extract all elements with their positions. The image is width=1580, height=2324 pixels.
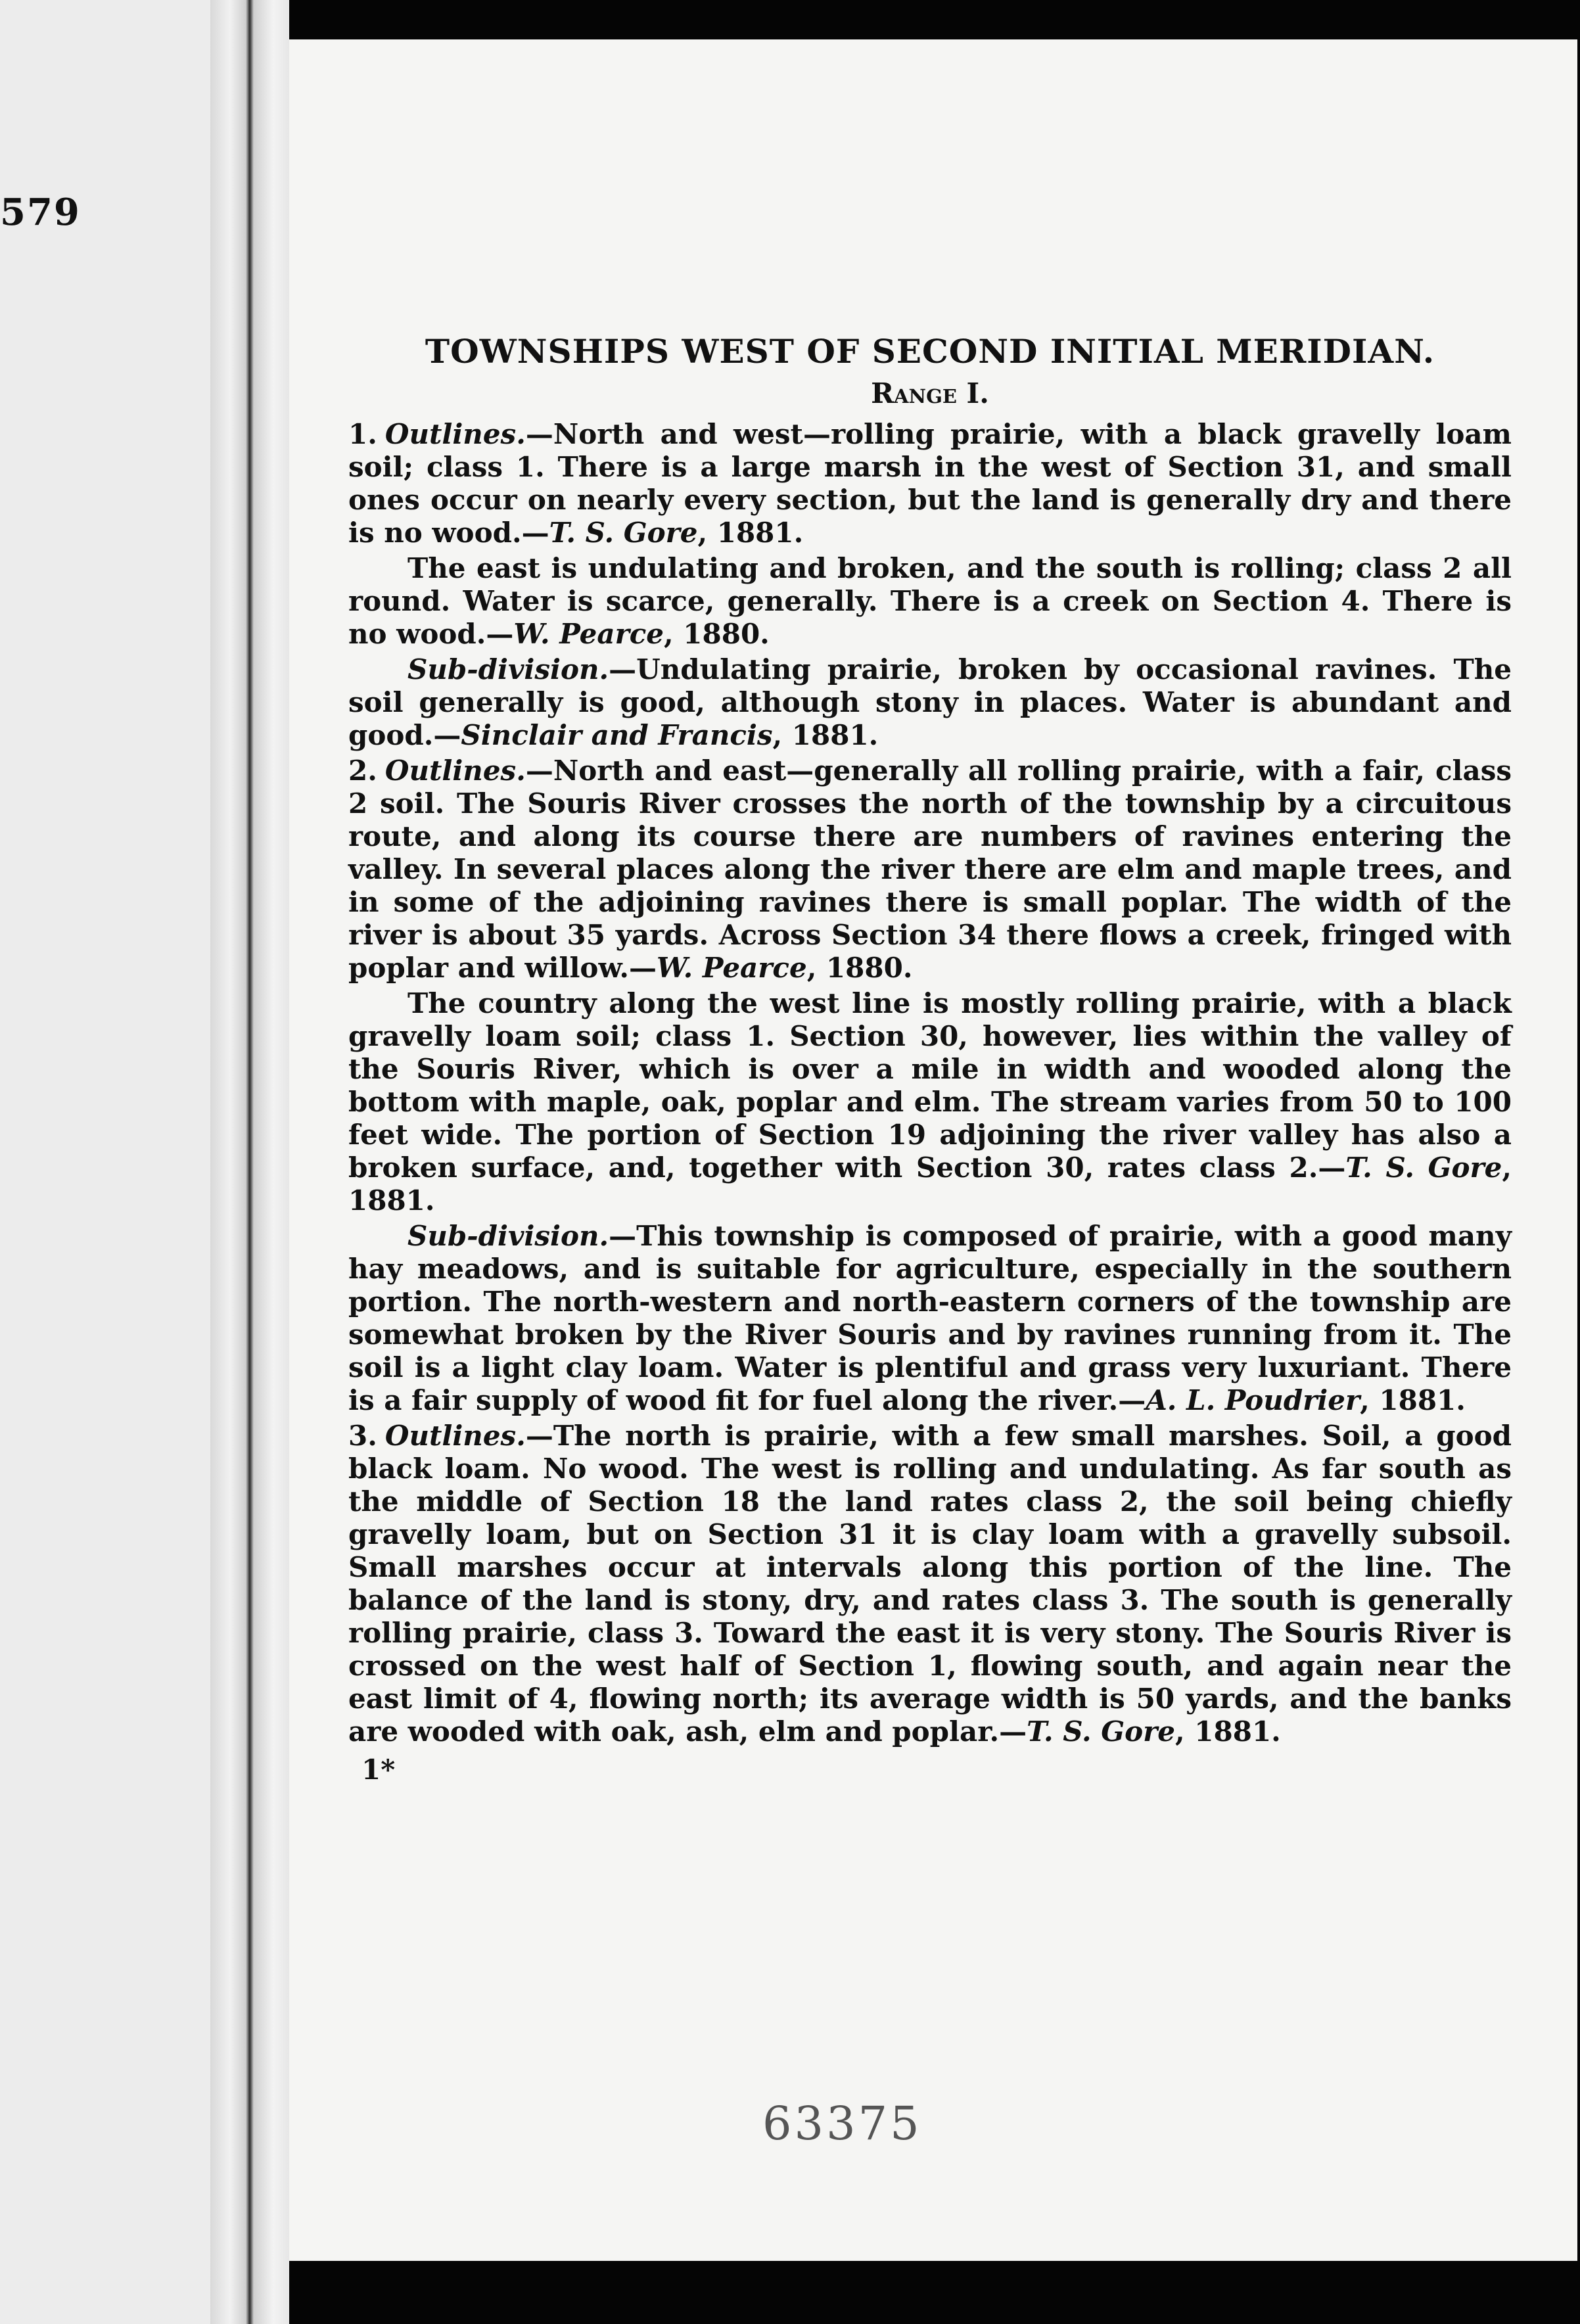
author: T. S. Gore — [549, 517, 698, 549]
paragraph-4 — [348, 755, 1512, 985]
paragraph-text: The country along the west line is mostly rolling prairie, with a black gravelly loam soil; class 1. Section 30, however, lies within the valley of the Souris River, which is over a mile in width and wooded along the bottom with maple, oak, poplar and elm. The stream varies from 50 to 100 feet wide. The portion of Section 19 adjoining the river valley has also a broken surface, and, together with Section 30, rates class 2.— — [348, 987, 1512, 1184]
paragraph-text: —This township is composed of prairie, with a good many hay meadows, and is suitable for agriculture, especially in the southern portion. The north-western and north-eastern corners of the township are somewhat broken by the River Souris and by ravines running from it. The soil is a light clay loam. Water is plentiful and grass very luxuriant. There is a fair supply of wood fit for fuel along the river.— — [348, 1220, 1512, 1416]
section-label: Outlines. — [384, 1420, 526, 1452]
page-title: TOWNSHIPS WEST OF SECOND INITIAL MERIDIAN. — [425, 332, 1435, 371]
left-page — [0, 0, 210, 2324]
paragraph-1 — [348, 418, 1512, 549]
section-label: Sub-division. — [407, 1220, 609, 1252]
author: W. Pearce — [513, 618, 664, 650]
author: A. L. Poudrier — [1146, 1384, 1360, 1416]
author: W. Pearce — [657, 952, 807, 984]
paragraph-6 — [348, 1220, 1512, 1417]
section-label: Outlines. — [384, 755, 526, 787]
township-number: 2. — [348, 755, 377, 787]
range-heading: Range I. — [871, 377, 989, 409]
paragraph-7 — [348, 1420, 1512, 1748]
book-gutter — [210, 0, 289, 2324]
document-page — [289, 39, 1577, 2261]
paragraph-text: —The north is prairie, with a few small marshes. Soil, a good black loam. No wood. The west is rolling and undulating. As far south as the middle of Section 18 the land rates class 2, the soil being chiefly gravelly loam, but on Section 31 it is clay loam with a gravelly subsoil. Small marshes occur at intervals along this portion of the line. The balance of the land is stony, dry, and rates class 3. The south is generally rolling prairie, class 3. Toward the east it is very stony. The Souris River is crossed on the west half of Section 1, flowing south, and again near the east limit of 4, flowing north; its average width is 50 yards, and the banks are wooded with oak, ash, elm and poplar.— — [348, 1420, 1512, 1748]
year: , 1881. — [1360, 1384, 1466, 1416]
section-label: Outlines. — [384, 418, 526, 450]
paragraph-text: The east is undulating and broken, and the south is rolling; class 2 all round. Water is scarce, generally. There is a creek on Section 4. There is no wood.— — [348, 552, 1512, 650]
author: Sinclair and Francis — [461, 719, 773, 751]
year: , 1881. — [1175, 1715, 1281, 1748]
author: T. S. Gore — [1027, 1715, 1176, 1748]
author: T. S. Gore — [1345, 1151, 1502, 1184]
stamp-number: 63375 — [762, 2097, 922, 2150]
paragraph-5 — [348, 987, 1512, 1217]
year: , 1880. — [664, 618, 770, 650]
year: , 1881. — [772, 719, 879, 751]
section-label: Sub-division. — [407, 653, 609, 686]
paragraph-3 — [348, 653, 1512, 752]
text-block — [348, 332, 1512, 1786]
township-number: 1. — [348, 418, 377, 450]
paragraph-text: —North and east—generally all rolling prairie, with a fair, class 2 soil. The Souris River crosses the north of the township by a circuitous route, and along its course there are numbers of ravines entering the valley. In several places along the river there are elm and maple trees, and in some of the adjoining ravines there is small poplar. The width of the river is about 35 yards. Across Section 34 there flows a creek, fringed with poplar and willow.— — [348, 755, 1512, 984]
paragraph-2 — [348, 552, 1512, 651]
year: , 1880. — [806, 952, 913, 984]
paragraph-text: —North and west—rolling prairie, with a black gravelly loam soil; class 1. There is a large marsh in the west of Section 31, and small ones occur on nearly every section, but the land is generally dry and there is no wood.— — [348, 418, 1512, 549]
year: , 1881. — [697, 517, 804, 549]
signature-mark: 1* — [361, 1754, 396, 1786]
paragraph-text: —Undulating prairie, broken by occasional ravines. The soil generally is good, although stony in places. Water is abundant and good.— — [348, 653, 1512, 751]
left-page-number: 579 — [0, 191, 81, 234]
year: , 1881. — [348, 1151, 1512, 1217]
township-number: 3. — [348, 1420, 377, 1452]
